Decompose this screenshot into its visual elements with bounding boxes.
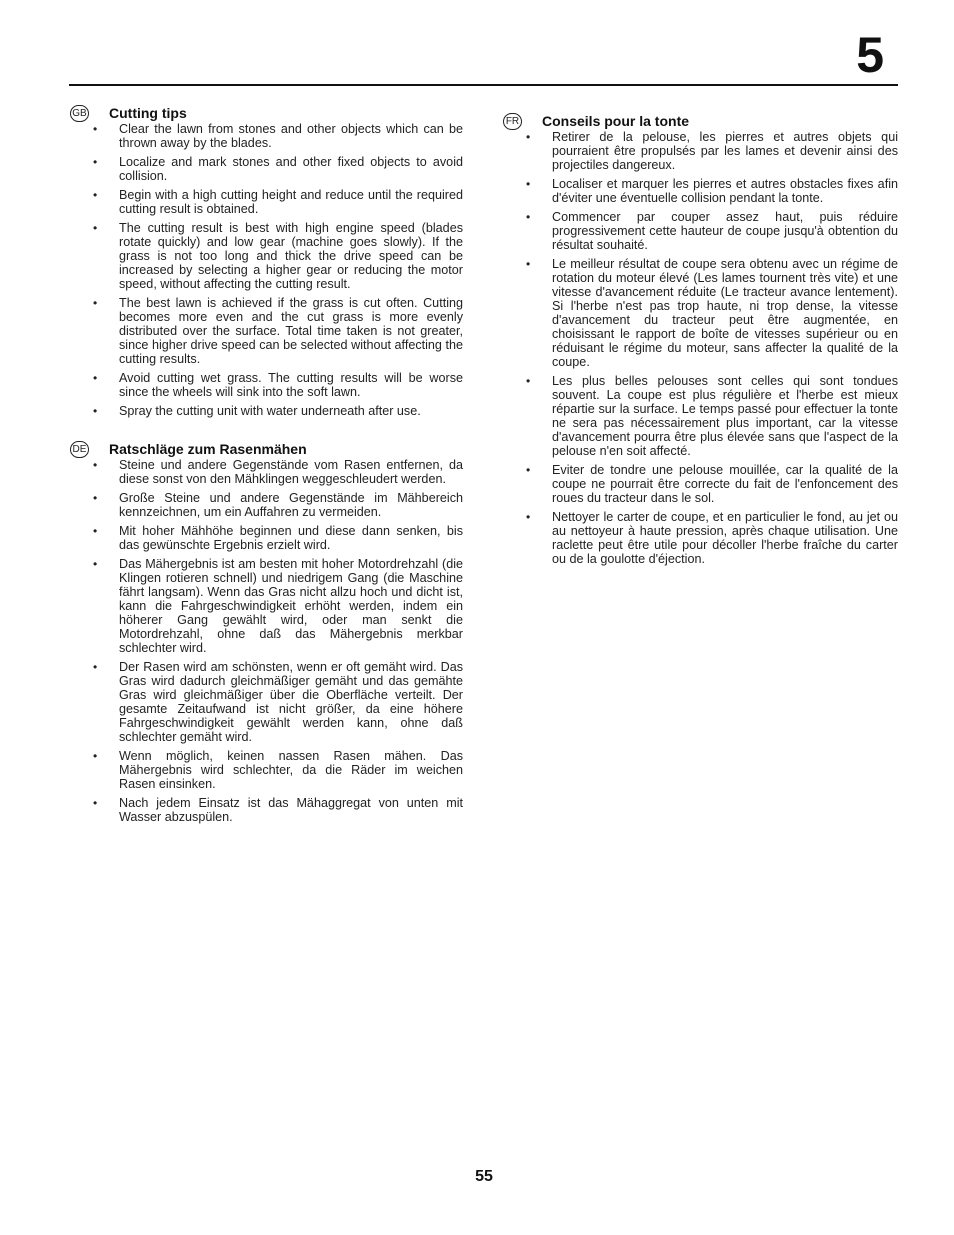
list-item: • The best lawn is achieved if the grass is cut often. Cutting becomes more even and the cut grass is more evenly distributed over the surface. Total time taken is not greater, since higher drive speed can be selected without affecting the cutting results.: [70, 296, 463, 366]
list-item: • Les plus belles pelouses sont celles qui sont tondues souvent. La coupe est plus régulière et l'herbe est mieux répartie sur la surface. Le temps passé pour effectuer la tonte ne sera pas nécessairement plus important, car la vitesse d'avancement pourra être plus élevée sans que l'aspect de la pelouse n'en soit affecté.: [503, 374, 898, 458]
section-title-de: Ratschläge zum Rasenmähen: [109, 441, 307, 457]
list-item: • Clear the lawn from stones and other objects which can be thrown away by the blades.: [70, 122, 463, 150]
list-item: • Große Steine und andere Gegenstände im Mähbereich kennzeichnen, um ein Auffahren zu vermeiden.: [70, 491, 463, 519]
list-item: • Retirer de la pelouse, les pierres et autres objets qui pourraient être propulsés par les lames et devenir ainsi des projectiles dangereux.: [503, 130, 898, 172]
section-fr: [503, 112, 898, 566]
section-heading-gb: [70, 104, 463, 122]
language-badge-de: DE: [70, 441, 89, 458]
list-item: • Mit hoher Mähhöhe beginnen und diese dann senken, bis das gewünschte Ergebnis erzielt wird.: [70, 524, 463, 552]
list-item: • Steine und andere Gegenstände vom Rasen entfernen, da diese sonst von den Mähklingen weggeschleudert werden.: [70, 458, 463, 486]
language-badge-gb: GB: [70, 105, 89, 122]
list-item: • The cutting result is best with high engine speed (blades rotate quickly) and low gear (machine goes slowly). If the grass is not too long and thick the drive speed can be increased by selecting a higher gear or reducing the motor speed, without affecting the cutting result.: [70, 221, 463, 291]
list-item: • Le meilleur résultat de coupe sera obtenu avec un régime de rotation du moteur élevé (Les lames tournent très vite) et une vitesse d'avancement réduite (Le tracteur avance lentement). Si l'herbe n'est pas trop haute, ni trop dense, la vitesse d'avancement du tracteur peut être augmentée, en choisissant le rapport de boîte de vitesses supérieur ou en réduisant le régime du moteur, sans affecter la qualité de la coupe.: [503, 257, 898, 369]
list-item: • Das Mähergebnis ist am besten mit hoher Motordrehzahl (die Klingen rotieren schnell) und niedrigem Gang (die Maschine fährt langsam). Wenn das Gras nicht allzu hoch und dicht ist, kann die Fahrgeschwindigkeit erhöht werden, indem ein höherer Gang gewählt wird, oder man senkt die Motordrehzahl, ohne daß das Mähergebnis merkbar schlechter wird.: [70, 557, 463, 655]
section-heading-fr: [503, 112, 898, 130]
chapter-number: 5: [856, 27, 884, 83]
section-de: [70, 440, 463, 824]
right-column: [503, 112, 898, 588]
section-heading-de: [70, 440, 463, 458]
section-gb: [70, 104, 463, 418]
list-item: • Localiser et marquer les pierres et autres obstacles fixes afin d'éviter une éventuelle collision pendant la tonte.: [503, 177, 898, 205]
list-item: • Nettoyer le carter de coupe, et en particulier le fond, au jet ou au nettoyeur à haute pression, après chaque utilisation. Une raclette peut être utile pour décoller l'herbe fraîche du carter ou de la goulotte d'éjection.: [503, 510, 898, 566]
section-title-gb: Cutting tips: [109, 105, 187, 121]
list-item: • Avoid cutting wet grass. The cutting results will be worse since the wheels will sink into the soft lawn.: [70, 371, 463, 399]
bullet-list-de: [70, 458, 463, 824]
list-item: • Localize and mark stones and other fixed objects to avoid collision.: [70, 155, 463, 183]
bullet-list-fr: [503, 130, 898, 566]
left-column: [70, 104, 463, 846]
list-item: • Der Rasen wird am schönsten, wenn er oft gemäht wird. Das Gras wird dadurch gleichmäßiger gemäht und das gemähte Gras wird gleichmäßiger über die Oberfläche verteilt. Der gesamte Zeitaufwand ist nicht größer, da eine höhere Fahrgeschwindigkeit gewählt werden kann, ohne daß schlechter gemäht wird.: [70, 660, 463, 744]
language-badge-fr: FR: [503, 113, 522, 130]
section-title-fr: Conseils pour la tonte: [542, 113, 690, 129]
page-number: 55: [475, 1168, 493, 1185]
list-item: • Nach jedem Einsatz ist das Mähaggregat von unten mit Wasser abzuspülen.: [70, 796, 463, 824]
list-item: • Eviter de tondre une pelouse mouillée, car la qualité de la coupe ne pourrait être correcte du fait de l'enfoncement des roues du tracteur dans le sol.: [503, 463, 898, 505]
list-item: • Begin with a high cutting height and reduce until the required cutting result is obtained.: [70, 188, 463, 216]
bullet-list-gb: [70, 122, 463, 418]
list-item: • Spray the cutting unit with water underneath after use.: [70, 404, 463, 418]
header-rule: [69, 84, 898, 86]
list-item: • Wenn möglich, keinen nassen Rasen mähen. Das Mähergebnis wird schlechter, da die Räder im weichen Rasen einsinken.: [70, 749, 463, 791]
list-item: • Commencer par couper assez haut, puis réduire progressivement cette hauteur de coupe jusqu'à obtention du résultat souhaité.: [503, 210, 898, 252]
